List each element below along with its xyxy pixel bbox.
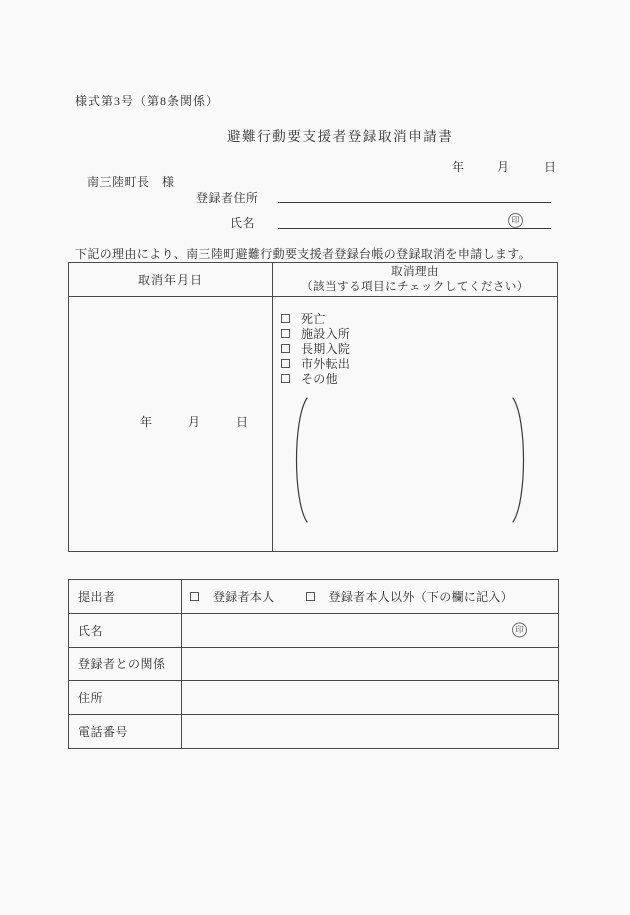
reason-row-death (281, 311, 350, 326)
reason-row-other (281, 371, 350, 386)
cancellation-date-cell[interactable] (69, 297, 273, 551)
cancellation-table (68, 262, 558, 552)
checkbox-icon[interactable] (281, 329, 290, 338)
application-statement: 下記の理由により、南三陸町避難行動要支援者登録台帳の登録取消を申請します。 (75, 247, 531, 261)
submitter-options-cell (182, 580, 558, 613)
table-row-submitter (69, 580, 558, 614)
left-parenthesis-icon (289, 397, 309, 523)
month-label: 月 (188, 415, 201, 429)
cancellation-date-labels (140, 413, 248, 430)
submitter-table (68, 579, 559, 749)
reason-header-title: 取消理由 (391, 266, 439, 278)
form-number: 様式第3号（第8条関係） (75, 94, 220, 108)
phone-input-cell[interactable] (182, 715, 558, 748)
reason-label: その他 (301, 372, 338, 386)
reason-checklist (281, 311, 350, 386)
reason-label: 施設入所 (301, 327, 351, 341)
relationship-label: 登録者との関係 (69, 648, 182, 681)
reason-row-hospital (281, 341, 350, 356)
right-parenthesis-icon (511, 397, 531, 523)
day-label: 日 (544, 160, 557, 174)
submitter-label: 提出者 (69, 580, 182, 613)
checkbox-icon[interactable] (281, 374, 290, 383)
table-row-address (69, 681, 558, 715)
name-label: 氏名 (69, 614, 182, 647)
reason-column-header (273, 263, 557, 296)
reason-label: 長期入院 (301, 342, 351, 356)
date-column-header: 取消年月日 (69, 263, 273, 296)
reason-label: 市外転出 (301, 357, 351, 371)
table-row-relationship (69, 648, 558, 682)
relationship-input-cell[interactable] (182, 648, 558, 681)
address-input-cell[interactable] (182, 681, 558, 714)
address-label: 住所 (69, 681, 182, 714)
registrant-address-label: 登録者住所 (196, 191, 259, 205)
name-input-cell[interactable] (182, 614, 558, 647)
page-title: 避難行動要支援者登録取消申請書 (227, 129, 454, 144)
registrant-name-label: 氏名 (230, 216, 256, 230)
year-label: 年 (452, 160, 465, 174)
cancellation-table-header (69, 263, 557, 297)
checkbox-icon[interactable] (281, 314, 290, 323)
day-label: 日 (236, 415, 249, 429)
option-registrant-other-label: 登録者本人以外（下の欄に記入） (328, 589, 514, 604)
reason-label: 死亡 (301, 312, 326, 326)
registrant-address-input-line[interactable] (278, 189, 551, 203)
checkbox-icon[interactable] (281, 359, 290, 368)
month-label: 月 (497, 160, 510, 174)
cancellation-table-body (69, 297, 557, 551)
reason-row-facility (281, 326, 350, 341)
checkbox-icon[interactable] (281, 344, 290, 353)
reason-header-note: （該当する項目にチェックしてください） (301, 281, 529, 293)
table-row-name (69, 614, 558, 648)
year-label: 年 (140, 415, 153, 429)
application-date-line (452, 158, 556, 175)
option-registrant-self-label: 登録者本人 (213, 589, 275, 604)
other-reason-input-area[interactable] (313, 397, 507, 521)
addressee: 南三陸町長 様 (87, 175, 175, 189)
seal-mark-icon: 印 (512, 623, 527, 638)
seal-mark-icon: 印 (508, 213, 523, 228)
table-row-phone (69, 715, 558, 748)
checkbox-icon[interactable] (190, 592, 199, 601)
phone-label: 電話番号 (69, 715, 182, 748)
checkbox-icon[interactable] (306, 592, 315, 601)
reason-row-moveout (281, 356, 350, 371)
cancellation-reason-cell (273, 297, 557, 551)
